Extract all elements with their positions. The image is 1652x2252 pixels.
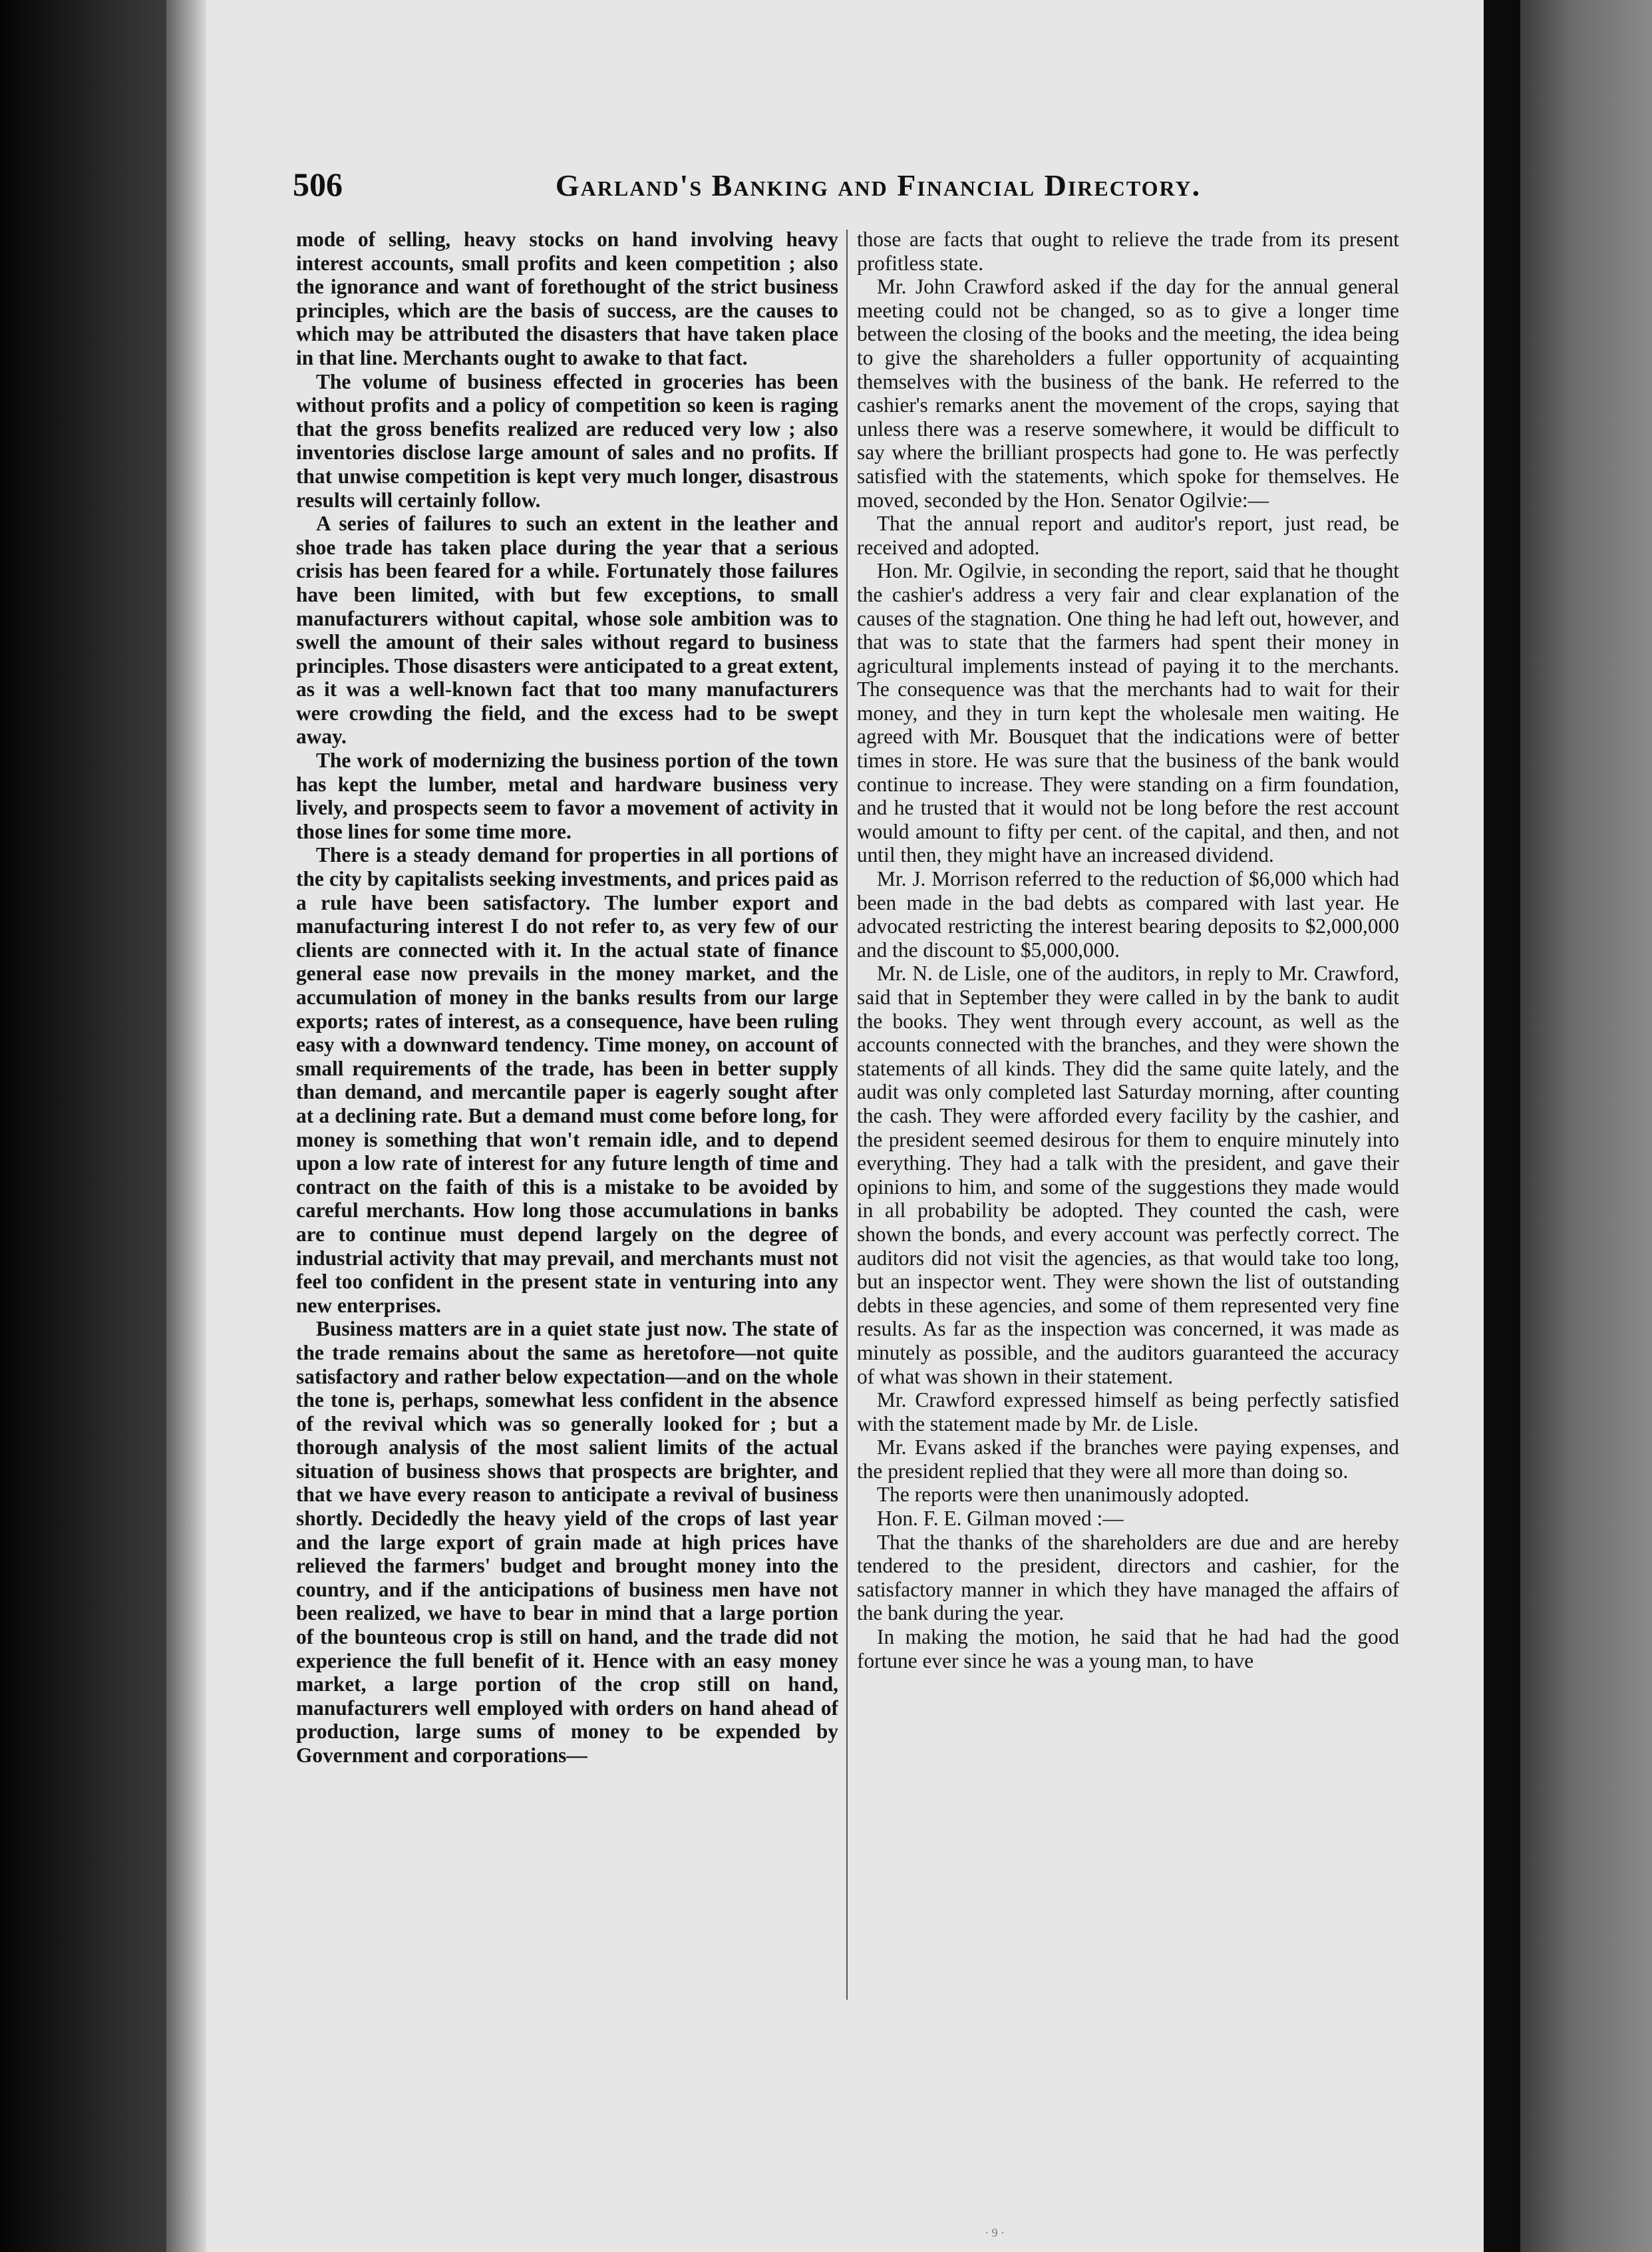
running-title: Garland's Banking and Financial Directory. bbox=[555, 168, 1202, 202]
paragraph: There is a steady demand for properties in all portions of the city by capitalists seeking investments, and prices paid as a rule have been satisfactory. The lumber export and manufacturing interest I do not refer to, as very few of our clients are connected with it. In the actual state of finance general ease now prevails in the money market, and the accumulation of money in the banks results from our large exports; rates of interest, as a consequence, have been ruling easy with a downward tendency. Time money, on account of small requirements of the trade, has been in better supply than demand, and mercantile paper is eagerly sought after at a declining rate. But a demand must come before long, for money is something that won't remain idle, and to depend upon a low rate of interest for any future length of time and contract on the faith of this is a mistake to be avoided by careful merchants. How long those accumulations in banks are to continue must depend largely on the degree of industrial activity that may prevail, and merchants must not feel too confident in the present state in venturing into any new enterprises. bbox=[296, 843, 838, 1317]
paragraph: Mr. Crawford expressed himself as being perfectly satisfied with the statement made by Mr. de Lisle. bbox=[857, 1388, 1399, 1435]
column-divider bbox=[846, 230, 848, 2000]
footer-mark: · 9 · bbox=[985, 2226, 1005, 2239]
paragraph: Mr. Evans asked if the branches were paying expenses, and the president replied that they were all more than doing so. bbox=[857, 1435, 1399, 1483]
page-header bbox=[293, 165, 1410, 212]
left-text-column bbox=[296, 228, 838, 2011]
paragraph: A series of failures to such an extent in the leather and shoe trade has taken place during the year that a serious crisis has been feared for a while. Fortunately those failures have been limited, with but few exceptions, to small manufacturers without capital, whose sole ambition was to swell the amount of their sales without regard to business principles. Those disasters were anticipated to a great extent, as it was a well-known fact that too many manufacturers were crowding the field, and the excess had to be swept away. bbox=[296, 512, 838, 749]
paragraph: those are facts that ought to relieve the trade from its present profitless state. bbox=[857, 228, 1399, 275]
paragraph: Hon. F. E. Gilman moved :— bbox=[877, 1507, 1124, 1531]
paragraph: Mr. John Crawford asked if the day for the annual general meeting could not be changed, so as to give a longer time between the closing of the books and the meeting, the idea being to give the shareholders a fuller opportunity of acquainting themselves with the business of the bank. He referred to the cashier's remarks anent the movement of the crops, saying that unless there was a reserve somewhere, it would be difficult to say where the brilliant prospects had gone to. He was perfectly satisfied with the statements, which spoke for themselves. He moved, seconded by the Hon. Senator Ogilvie:— bbox=[857, 275, 1399, 512]
paragraph: The work of modernizing the business portion of the town has kept the lumber, metal and hardware business very lively, and prospects seem to favor a movement of activity in those lines for some time more. bbox=[296, 749, 838, 843]
paragraph: That the thanks of the shareholders are due and are hereby tendered to the president, directors and cashier, for the satisfactory manner in which they have managed the affairs of the bank during the year. bbox=[857, 1530, 1399, 1625]
paragraph: Hon. Mr. Ogilvie, in seconding the report, said that he thought the cashier's address a very fair and clear explanation of the causes of the stagnation. One thing he had left out, however, and that was to state that the farmers had spent their money in agricultural implements instead of paying it to the merchants. The consequence was that the merchants had to wait for their money, and they in turn kept the wholesale men waiting. He agreed with Mr. Bousquet that the indications were of better times in store. He was sure that the business of the bank would continue to increase. They were standing on a firm foundation, and he trusted that it would not be long before the rest account would amount to fifty per cent. of the capital, and then, and not until then, they might have an increased dividend. bbox=[857, 559, 1399, 867]
paragraph: The volume of business effected in groceries has been without profits and a policy of competition so keen is raging that the gross benefits realized are reduced very low ; also inventories disclose large amount of sales and no profits. If that unwise competition is kept very much longer, disastrous results will certainly follow. bbox=[296, 369, 838, 512]
paragraph: mode of selling, heavy stocks on hand involving heavy interest accounts, small profits and keen competition ; also the ignorance and want of forethought of the strict business principles, which are the basis of success, are the causes to which may be attributed the disasters that have taken place in that line. Merchants ought to awake to that fact. bbox=[296, 228, 838, 369]
scan-gutter bbox=[1484, 0, 1520, 2252]
paragraph: In making the motion, he said that he had had the good fortune ever since he was a young man, to have bbox=[857, 1625, 1399, 1672]
right-text-column bbox=[857, 228, 1399, 2011]
paragraph: That the annual report and auditor's report, just read, be received and adopted. bbox=[857, 512, 1399, 559]
adjacent-page-edge bbox=[1520, 0, 1652, 2252]
paragraph: Business matters are in a quiet state just now. The state of the trade remains about the same as heretofore—not quite satisfactory and rather below expectation—and on the whole the tone is, perhaps, somewhat less confident in the absence of the revival which was so generally looked for ; but a thorough analysis of the most salient limits of the actual situation of business shows that prospects are brighter, and that we have every reason to anticipate a revival of business shortly. Decidedly the heavy yield of the crops of last year and the large export of grain made at high prices have relieved the farmers' budget and brought money into the country, and if the anticipations of business men have not been realized, we have to bear in mind that a large portion of the bounteous crop is still on hand, and the trade did not experience the full benefit of it. Hence with an easy money market, a large portion of the crop still on hand, manufacturers well employed with orders on hand ahead of production, large sums of money to be expended by Government and corporations— bbox=[296, 1317, 838, 1767]
page-inner-edge bbox=[166, 0, 206, 2252]
paragraph: Mr. N. de Lisle, one of the auditors, in reply to Mr. Crawford, said that in September they were called in by the bank to audit the books. They went through every account, as well as the accounts connected with the branches, and they were shown the statements of all kinds. They did the same quite lately, and the audit was only completed last Saturday morning, after counting the cash. They were afforded every facility by the cashier, and the president seemed desirous for them to enquire minutely into everything. They had a talk with the president, and gave their opinions to him, and some of the suggestions they made would in all probability be adopted. They counted the cash, were shown the bonds, and every account was perfectly correct. The auditors did not visit the agencies, as that would take too long, but an inspector went. They were shown the list of outstanding debts in these agencies, and some of them represented very fine results. As far as the inspection was concerned, it was made as minutely as possible, and the auditors guaranteed the accuracy of what was shown in their statement. bbox=[857, 962, 1399, 1388]
scan-binding-shadow bbox=[0, 0, 166, 2252]
page-number: 506 bbox=[293, 166, 343, 203]
paragraph: Mr. J. Morrison referred to the reduction of $6,000 which had been made in the bad debts as compared with last year. He advocated restricting the interest bearing deposits to $2,000,000 and the discount to $5,000,000. bbox=[857, 867, 1399, 962]
paragraph: The reports were then unanimously adopted. bbox=[877, 1483, 1249, 1507]
